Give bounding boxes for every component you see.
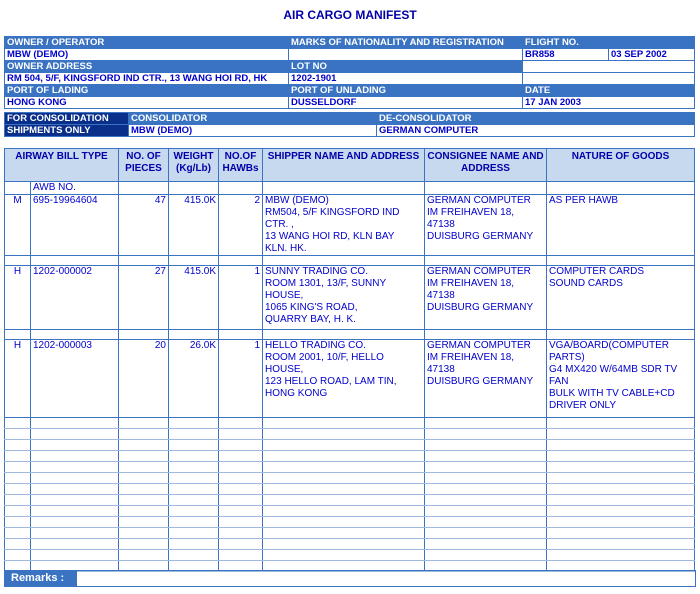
date-label: DATE [523,85,695,97]
owner-address-label: OWNER ADDRESS [5,61,289,73]
col-hawbs: NO.OF HAWBs [219,149,263,182]
empty-cell [119,256,169,266]
shipper-cell-line: HOUSE, [265,290,304,301]
shipper-cell-line: QUARRY BAY, H. K. [265,314,356,325]
empty-cell [169,256,219,266]
empty-row [5,484,695,495]
empty-cell [425,495,547,506]
awb-number: 1202-000002 [31,266,119,330]
empty-cell [547,462,695,473]
empty-cell [219,517,263,528]
empty-cell [119,484,169,495]
consignee-cell-line: DUISBURG GERMANY [427,376,534,387]
empty-row [5,550,695,561]
empty-cell [5,462,31,473]
empty-cell [219,429,263,440]
empty-cell [169,418,219,429]
empty-cell [219,256,263,266]
port-of-lading-value: HONG KONG [5,97,289,109]
goods-cell-line: AS PER HAWB [549,195,619,206]
empty-cell [31,451,119,462]
empty-cell [219,473,263,484]
shipper-cell-line: ROOM 2001, 10/F, HELLO HOUSE, [265,352,384,375]
empty-cell [523,61,695,73]
goods-cell-line: G4 MX420 W/64MB SDR TV FAN [549,364,678,387]
empty-cell [219,495,263,506]
empty-cell [219,539,263,550]
empty-cell [425,451,547,462]
empty-cell [5,506,31,517]
consignee-cell [425,266,547,330]
empty-cell [263,495,425,506]
deconsolidator-label: DE-CONSOLIDATOR [377,113,695,125]
empty-cell [5,539,31,550]
empty-row [5,539,695,550]
empty-cell [547,330,695,340]
col-shipper: SHIPPER NAME AND ADDRESS [263,149,425,182]
empty-cell [547,517,695,528]
empty-cell [5,517,31,528]
table-row[interactable] [5,340,695,418]
flight-number-value: BR858 [523,49,609,61]
empty-cell [119,506,169,517]
empty-cell [119,429,169,440]
shipper-cell [263,340,425,418]
empty-cell [263,506,425,517]
empty-cell [263,256,425,266]
shipments-only-label: SHIPMENTS ONLY [5,125,129,137]
consolidator-value: MBW (DEMO) [129,125,377,137]
empty-cell [547,418,695,429]
empty-cell [5,440,31,451]
empty-row [5,517,695,528]
shipper-cell-line: RM504, 5/F KINGSFORD IND CTR. , [265,207,400,230]
empty-cell [547,182,695,195]
empty-cell [263,528,425,539]
empty-cell [425,418,547,429]
consignee-cell-line: DUISBURG GERMANY [427,231,534,242]
empty-cell [31,256,119,266]
empty-cell [547,473,695,484]
shipper-cell [263,195,425,256]
shipments-body [5,195,695,572]
empty-cell [425,330,547,340]
date-value: 17 JAN 2003 [523,97,695,109]
empty-cell [425,256,547,266]
empty-cell [31,330,119,340]
empty-cell [5,182,31,195]
empty-cell [219,484,263,495]
empty-row [5,418,695,429]
empty-cell [31,484,119,495]
empty-cell [547,506,695,517]
empty-cell [31,473,119,484]
empty-row [5,440,695,451]
col-airway-bill-type: AIRWAY BILL TYPE [5,149,119,182]
empty-cell [169,528,219,539]
empty-cell [425,462,547,473]
shipper-cell-line: HELLO TRADING CO. [265,340,366,351]
port-of-lading-label: PORT OF LADING [5,85,289,97]
empty-row [5,506,695,517]
empty-cell [119,473,169,484]
awb-type: M [5,195,31,256]
empty-cell [547,495,695,506]
empty-cell [31,506,119,517]
empty-cell [169,539,219,550]
deconsolidator-value: GERMAN COMPUTER [377,125,695,137]
lot-value: 1202-1901 [289,73,523,85]
consignee-cell-line: GERMAN COMPUTER [427,340,531,351]
empty-cell [169,517,219,528]
awb-type: H [5,340,31,418]
for-consolidation-label: FOR CONSOLIDATION [5,113,129,125]
flight-date-value: 03 SEP 2002 [609,49,695,61]
pieces: 20 [119,340,169,418]
empty-cell [523,73,695,85]
empty-cell [425,528,547,539]
goods-cell-line: VGA/BOARD(COMPUTER [549,340,670,351]
empty-cell [119,539,169,550]
port-of-unlading-value: DUSSELDORF [289,97,523,109]
table-row[interactable] [5,195,695,256]
empty-cell [119,517,169,528]
empty-cell [263,462,425,473]
empty-cell [263,539,425,550]
empty-cell [5,473,31,484]
consignee-cell-line: DUISBURG GERMANY [427,302,534,313]
empty-cell [219,440,263,451]
empty-cell [219,330,263,340]
owner-operator-value: MBW (DEMO) [5,49,289,61]
remarks-field[interactable] [4,570,696,587]
empty-cell [119,550,169,561]
shipments-table [4,148,695,572]
empty-cell [425,517,547,528]
goods-cell-line: SOUND CARDS [549,278,623,289]
empty-cell [547,256,695,266]
consignee-cell-line: IM FREIHAVEN 18, 47138 [427,207,515,230]
empty-cell [31,517,119,528]
empty-cell [119,528,169,539]
empty-cell [263,182,425,195]
empty-cell [547,484,695,495]
awb-number: 695-19964604 [31,195,119,256]
empty-cell [263,484,425,495]
goods-cell-line: DRIVER ONLY [549,400,617,411]
consignee-cell [425,195,547,256]
table-row[interactable] [5,266,695,330]
empty-cell [219,528,263,539]
empty-cell [263,517,425,528]
empty-cell [425,484,547,495]
empty-cell [31,429,119,440]
goods-cell [547,266,695,330]
empty-cell [219,418,263,429]
consolidator-label: CONSOLIDATOR [129,113,377,125]
empty-cell [547,451,695,462]
empty-cell [5,451,31,462]
consignee-cell-line: GERMAN COMPUTER [427,195,531,206]
shipper-cell-line: KLN. HK. [265,243,307,254]
shipper-cell-line: 123 HELLO ROAD, LAM TIN, [265,376,397,387]
goods-cell [547,195,695,256]
empty-cell [547,528,695,539]
empty-cell [425,440,547,451]
empty-cell [219,182,263,195]
empty-cell [219,550,263,561]
empty-cell [169,473,219,484]
col-weight: WEIGHT (Kg/Lb) [169,149,219,182]
empty-cell [263,418,425,429]
empty-cell [169,330,219,340]
empty-cell [263,440,425,451]
consignee-cell-line: GERMAN COMPUTER [427,266,531,277]
empty-cell [169,506,219,517]
page-title: AIR CARGO MANIFEST [283,8,417,22]
empty-cell [547,550,695,561]
empty-cell [119,182,169,195]
empty-cell [425,506,547,517]
shipper-cell [263,266,425,330]
empty-cell [263,429,425,440]
empty-cell [219,462,263,473]
empty-cell [5,330,31,340]
empty-cell [425,182,547,195]
empty-row [5,451,695,462]
empty-cell [5,256,31,266]
empty-cell [5,528,31,539]
owner-operator-label: OWNER / OPERATOR [5,37,289,49]
empty-cell [425,550,547,561]
empty-cell [31,528,119,539]
empty-cell [31,539,119,550]
empty-cell [547,539,695,550]
empty-cell [169,440,219,451]
empty-cell [547,440,695,451]
empty-cell [169,462,219,473]
hawbs: 1 [219,340,263,418]
empty-cell [263,473,425,484]
pieces: 27 [119,266,169,330]
empty-cell [547,429,695,440]
empty-cell [169,484,219,495]
empty-cell [119,462,169,473]
shipper-cell-line: 13 WANG HOI RD, KLN BAY [265,231,395,242]
spacer-row [5,330,695,340]
awb-type: H [5,266,31,330]
shipper-cell-line: ROOM 1301, 13/F, SUNNY [265,278,387,289]
empty-cell [169,429,219,440]
empty-cell [31,418,119,429]
empty-cell [31,462,119,473]
col-goods: NATURE OF GOODS [547,149,695,182]
shipper-cell-line: 1065 KING'S ROAD, [265,302,358,313]
empty-cell [263,451,425,462]
empty-row [5,528,695,539]
consolidation-table [4,112,695,137]
goods-cell [547,340,695,418]
empty-cell [169,495,219,506]
empty-cell [31,550,119,561]
empty-row [5,473,695,484]
manifest-header-table [4,36,695,109]
empty-cell [425,539,547,550]
empty-cell [169,182,219,195]
weight: 415.0K [169,195,219,256]
goods-cell-line: BULK WITH TV CABLE+CD [549,388,675,399]
empty-cell [263,330,425,340]
goods-cell-line: COMPUTER CARDS [549,266,645,277]
empty-row [5,429,695,440]
empty-cell [5,550,31,561]
marks-value [289,49,523,61]
col-consignee: CONSIGNEE NAME AND ADDRESS [425,149,547,182]
port-of-unlading-label: PORT OF UNLADING [289,85,523,97]
empty-cell [119,440,169,451]
shipper-cell-line: HONG KONG [265,388,328,399]
flight-label: FLIGHT NO. [523,37,695,49]
awb-no-label: AWB NO. [31,182,119,195]
empty-cell [5,429,31,440]
empty-cell [31,495,119,506]
empty-cell [5,495,31,506]
weight: 26.0K [169,340,219,418]
goods-cell-line: PARTS) [549,352,585,363]
hawbs: 1 [219,266,263,330]
shipper-cell-line: SUNNY TRADING CO. [265,266,368,277]
col-pieces: NO. OF PIECES [119,149,169,182]
empty-cell [119,451,169,462]
remarks-label: Remarks : [5,571,77,586]
empty-cell [5,484,31,495]
empty-row [5,495,695,506]
empty-cell [169,550,219,561]
pieces: 47 [119,195,169,256]
empty-cell [169,451,219,462]
empty-cell [119,330,169,340]
empty-cell [5,418,31,429]
empty-cell [263,550,425,561]
empty-cell [119,495,169,506]
empty-cell [31,440,119,451]
consignee-cell [425,340,547,418]
empty-cell [119,418,169,429]
spacer-row [5,256,695,266]
consignee-cell-line: IM FREIHAVEN 18, 47138 [427,352,515,375]
consignee-cell-line: IM FREIHAVEN 18, 47138 [427,278,515,301]
empty-cell [425,473,547,484]
empty-cell [219,451,263,462]
empty-cell [425,429,547,440]
shipper-cell-line: MBW (DEMO) [265,195,329,206]
awb-number: 1202-000003 [31,340,119,418]
lot-label: LOT NO [289,61,523,73]
weight: 415.0K [169,266,219,330]
owner-address-value: RM 504, 5/F, KINGSFORD IND CTR., 13 WANG HOI RD, HK [5,73,289,85]
hawbs: 2 [219,195,263,256]
empty-row [5,462,695,473]
empty-cell [219,506,263,517]
marks-label: MARKS OF NATIONALITY AND REGISTRATION [289,37,523,49]
